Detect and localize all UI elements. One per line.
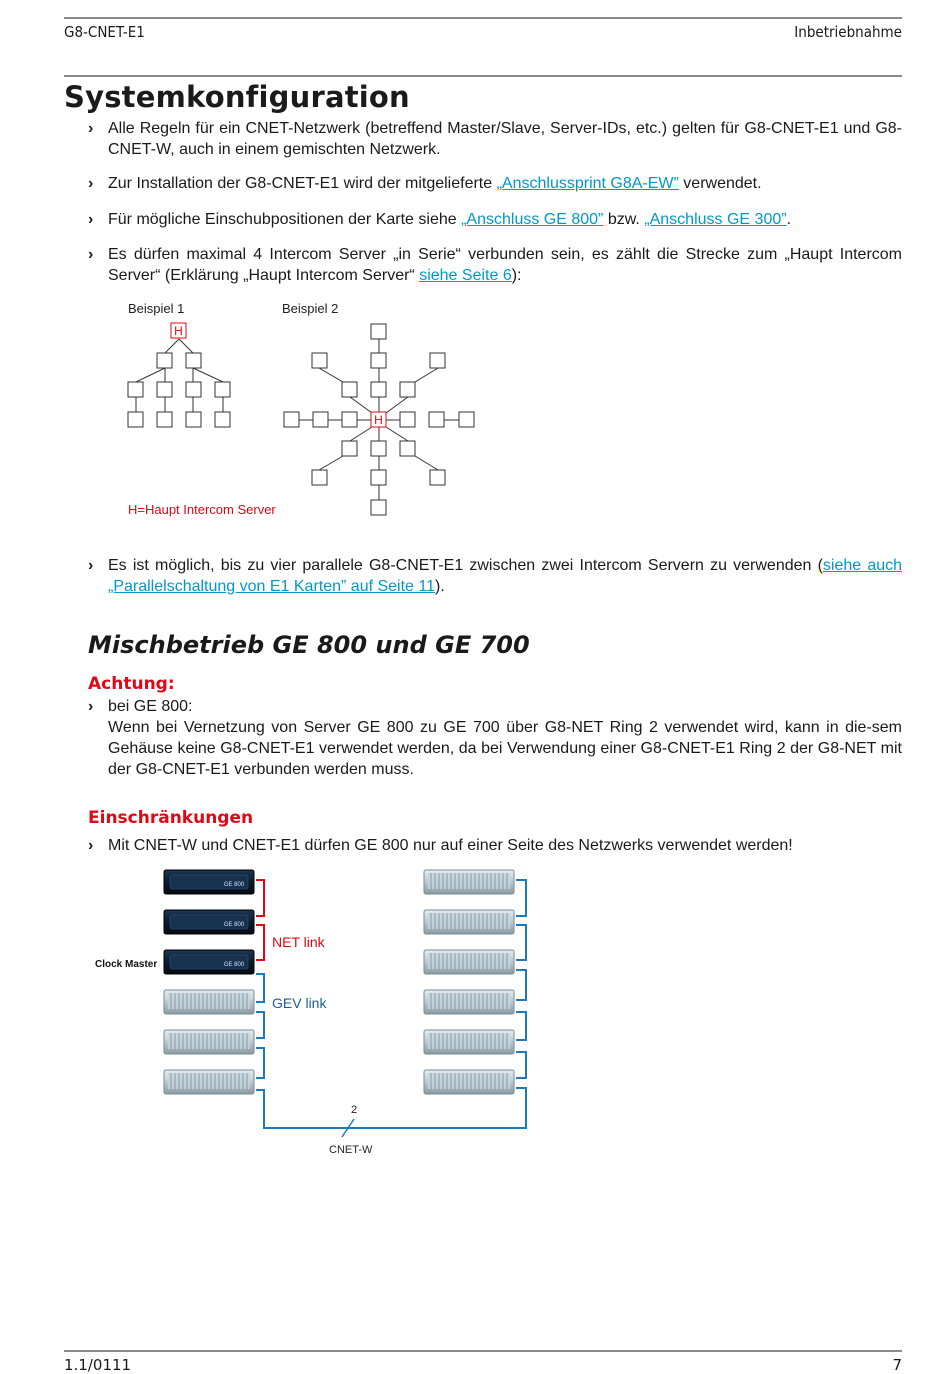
star-node [371, 324, 386, 339]
attention-heading: Achtung: [88, 674, 175, 694]
star-node [400, 382, 415, 397]
hserver-node-label: H [374, 413, 383, 427]
star-node [430, 353, 445, 368]
restrictions-heading: Einschränkungen [88, 808, 254, 828]
gev-link-line [516, 1052, 526, 1078]
link-anschluss-ge300[interactable]: „Anschluss GE 300” [644, 211, 787, 228]
bullet-text: Wenn bei Vernetzung von Server GE 800 zu GE 700 über G8-NET Ring 2 verwendet wird, kann in die-sem Gehäuse keine G8-CNET-E1 verwendet werden, da bei Verwendung einer G8-CNET-E1 Ring 2 der G8-NET mit der G8-CNET-E1 verbunden werden muss. [108, 719, 902, 778]
tree-node [157, 382, 172, 397]
chevron-right-icon: › [88, 698, 94, 715]
header-bottom-rule [64, 75, 902, 77]
example1-tree [128, 323, 230, 427]
bullet-text: ): [511, 267, 522, 284]
chevron-right-icon: › [88, 120, 94, 137]
ge700-unit [164, 1070, 254, 1094]
network-diagram [84, 862, 544, 1162]
tree-node [157, 353, 172, 368]
star-node [313, 412, 328, 427]
ge700-unit [424, 990, 514, 1014]
star-node [342, 441, 357, 456]
bullet-restriction [88, 835, 902, 856]
header-top-rule [64, 17, 902, 19]
tree-node [186, 412, 201, 427]
footer-version: 1.1/0111 [64, 1356, 132, 1374]
link-seite-6[interactable]: siehe Seite 6 [419, 267, 512, 284]
bullet-max-servers [88, 244, 902, 286]
gev-link-line [516, 880, 526, 916]
star-node [400, 412, 415, 427]
tree-node [128, 412, 143, 427]
ge800-unit [164, 910, 254, 934]
star-node [430, 470, 445, 485]
bullet-text: Mit CNET-W und CNET-E1 dürfen GE 800 nur auf einer Seite des Netzwerks verwendet werden! [108, 837, 793, 854]
gev-link-line [516, 925, 526, 960]
gev-link-label: GEV link [272, 995, 327, 1011]
chevron-right-icon: › [88, 837, 94, 854]
link-parallelschaltung[interactable]: siehe auch „Parallelschaltung von E1 Karten” auf Seite 11 [108, 557, 903, 595]
ge800-label: GE 800 [223, 922, 245, 928]
ge700-unit [164, 990, 254, 1014]
bullet-text: bei GE 800: [108, 698, 193, 715]
tree-node [186, 382, 201, 397]
ge700-unit [424, 870, 514, 894]
bullet-text: ). [435, 578, 445, 595]
ge700-unit [424, 950, 514, 974]
link-anschluss-ge800[interactable]: „Anschluss GE 800” [461, 211, 604, 228]
net-link-line [256, 880, 264, 916]
header-doc-id: G8-CNET-E1 [64, 23, 145, 41]
star-node [312, 353, 327, 368]
ge800-unit [164, 870, 254, 894]
tree-node [215, 382, 230, 397]
star-node [429, 412, 444, 427]
chevron-right-icon: › [88, 246, 94, 263]
star-node [371, 382, 386, 397]
tree-node [157, 412, 172, 427]
ge800-unit-clock-master [164, 950, 254, 974]
chevron-right-icon: › [88, 211, 94, 228]
bullet-rules [88, 118, 902, 160]
link-count-label: 2 [351, 1104, 358, 1116]
chevron-right-icon: › [88, 557, 94, 574]
example2-label: Beispiel 2 [282, 301, 339, 316]
footer-page-number: 7 [892, 1356, 902, 1374]
star-node [371, 441, 386, 456]
bullet-installation [88, 173, 902, 194]
section-title-mischbetrieb: Mischbetrieb GE 800 und GE 700 [88, 631, 530, 659]
ge700-unit [164, 1030, 254, 1054]
gev-link-line [256, 974, 264, 1002]
ge700-unit [424, 1070, 514, 1094]
footer-rule [64, 1350, 902, 1352]
hserver-node-label: H [174, 324, 183, 338]
gev-link-line [516, 970, 526, 1000]
star-node [371, 353, 386, 368]
tree-node [128, 382, 143, 397]
bullet-text: Alle Regeln für ein CNET-Netzwerk (betreffend Master/Slave, Server-IDs, etc.) gelten für G8-CNET-E1 und G8-CNET-W, auch in einem gemischten Netzwerk. [108, 120, 902, 158]
clock-master-label: Clock Master [95, 959, 158, 970]
bullet-text: Zur Installation der G8-CNET-E1 wird der mitgelieferte [108, 175, 497, 192]
star-node [312, 470, 327, 485]
example1-label: Beispiel 1 [128, 301, 185, 316]
bullet-text: Es ist möglich, bis zu vier parallele G8-CNET-E1 zwischen zwei Intercom Servern zu verwenden ( [108, 557, 823, 574]
ge800-label: GE 800 [223, 882, 245, 888]
bullet-text: . [786, 211, 792, 228]
cnet-w-label: CNET-W [329, 1144, 373, 1156]
bullet-attention [88, 696, 902, 780]
ge800-label: GE 800 [223, 962, 245, 968]
star-node [400, 441, 415, 456]
link-anschlussprint[interactable]: „Anschlussprint G8A-EW” [496, 175, 679, 192]
star-node [342, 382, 357, 397]
header-chapter: Inbetriebnahme [794, 23, 902, 41]
net-link-line [256, 925, 264, 960]
star-node [459, 412, 474, 427]
star-node [342, 412, 357, 427]
ge700-unit [424, 910, 514, 934]
tree-node [215, 412, 230, 427]
star-node [284, 412, 299, 427]
bullet-text: bzw. [603, 211, 645, 228]
hserver-legend: H=Haupt Intercom Server [128, 502, 276, 517]
star-node [371, 500, 386, 515]
star-node [371, 470, 386, 485]
net-link-label: NET link [272, 934, 325, 950]
page-title: Systemkonfiguration [64, 80, 410, 114]
bullet-parallel [88, 555, 902, 597]
gev-link-line [516, 1012, 526, 1040]
gev-link-line [256, 1012, 264, 1038]
bullet-slot-positions [88, 209, 902, 230]
gev-link-line [256, 1048, 264, 1078]
ge700-unit [424, 1030, 514, 1054]
bullet-text: Für mögliche Einschubpositionen der Karte siehe [108, 211, 462, 228]
bullet-text: Es dürfen maximal 4 Intercom Server „in Serie“ verbunden sein, es zählt die Strecke zum „Haupt Intercom Server“ (Erklärung „Haupt Intercom Server“ [108, 246, 902, 284]
topology-diagram [120, 296, 500, 526]
chevron-right-icon: › [88, 175, 94, 192]
bullet-text: verwendet. [678, 175, 762, 192]
tree-node [186, 353, 201, 368]
